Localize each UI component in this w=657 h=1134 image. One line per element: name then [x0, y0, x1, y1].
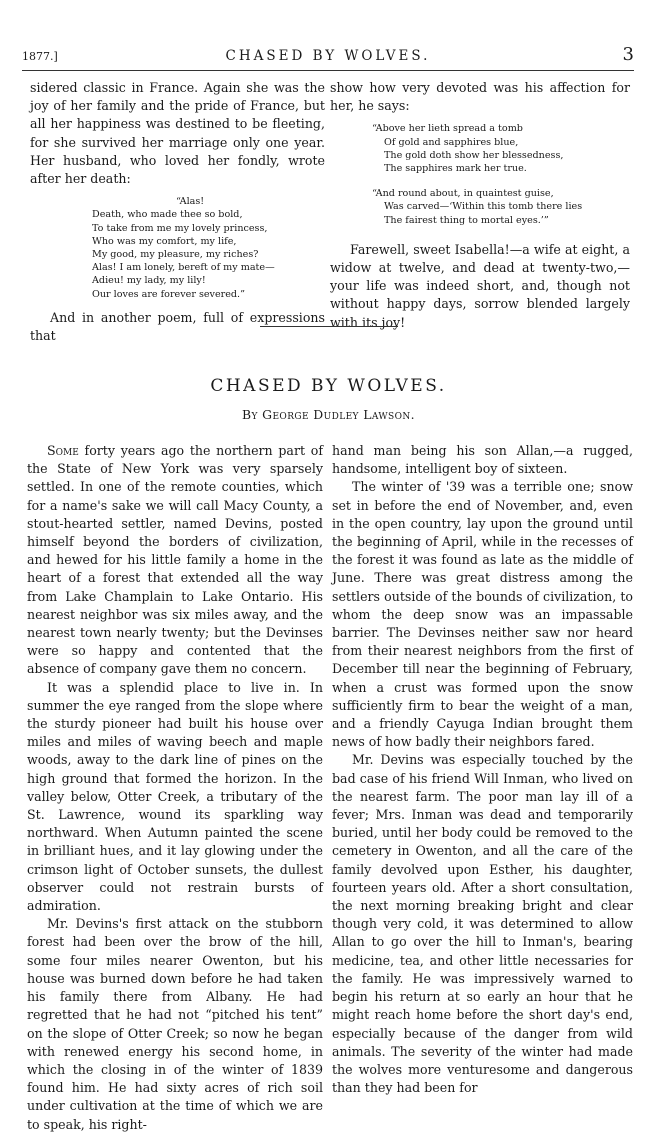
poem-tomb [330, 122, 630, 175]
article-left-column [27, 442, 323, 1134]
poem-line: The sapphires mark her true. [384, 163, 527, 175]
article-paragraph-3: Mr. Devins's first attack on the stubborn forest had been over the brow of the hill, some four miles nearer Owenton, but his house was burned down before he had taken his family there from Albany. He had regretted that he had not “pitched his tent” on the slope of Otter Creek; so now he began with renewed energy his second home, in which the closing in of the winter of 1839 found him. He had sixty acres of rich soil under cultivation at the time of which we are to speak, his right- [27, 916, 323, 1132]
article-title: CHASED BY WOLVES. [210, 376, 447, 396]
prev-paragraph-1: sidered classic in France. Again she was the joy of her family and the pride of France, but all her happiness was destined to be fleeting, for she survived her marriage only one year. Her husband, who loved her fondly, wrote after her death: [30, 80, 325, 187]
poem-line: Adieu! my lady, my lily! [92, 275, 206, 287]
poem-line: Death, who made thee so bold, [92, 209, 243, 221]
poem-line: To take from me my lovely princess, [92, 222, 268, 234]
section-separator [260, 326, 398, 327]
poem-line: My good, my pleasure, my riches? [92, 249, 259, 261]
poem-line: Alas! I am lonely, bereft of my mate— [92, 262, 275, 274]
article-paragraph-4: The winter of '39 was a terrible one; snow set in before the end of November, and, even in the open country, lay upon the ground until the beginning of April, while in the recesses of the forest it was found as late as the middle of June. There was great distress among the settlers outside of the bounds of civilization, to whom the deep snow was an impassable barrier. The Devinses neither saw nor heard from their nearest neighbors from the first of December till near the beginning of February, when a crust was formed upon the snow sufficiently firm to bear the weight of a man, and a friendly Cayuga Indian brought them news of how badly their neighbors fared. [332, 479, 633, 750]
paragraph-text: forty years ago the northern part of the State of New York was very sparsely settled. In one of the remote counties, which for a name's sake we will call Macy County, a stout-hearted settler, named Devins, posted himself beyond the borders of civilization, and hewed for his little family a home in the heart of a forest that extended all the way from Lake Champlain to Lake Ontario. His nearest neighbor was six miles away, and the nearest town nearly twenty; but the Devinses were so happy and contented that the absence of company gave them no concern. [27, 443, 323, 677]
prev-paragraph-3: show how very devoted was his affection for her, he says: [330, 80, 630, 114]
poem-line: “Alas! [176, 196, 205, 208]
lead-word: Some [47, 443, 79, 458]
article-paragraph-1 [27, 442, 323, 679]
article-right-column [332, 442, 633, 1097]
poem-line: Our loves are forever severed.” [92, 288, 246, 300]
poem-line: The fairest thing to mortal eyes.’” [384, 214, 549, 226]
article-paragraph-5: Mr. Devins was especially touched by the bad case of his friend Will Inman, who lived on the nearest farm. The poor man lay ill of a fever; Mrs. Inman was dead and temporarily buried, until her body could be removed to the cemetery in Owenton, and all the care of the family devolved upon Esther, his daughter, fourteen years old. After a short consultation, the next morning breaking bright and clear though very cold, it was determined to allow Allan to go over the hill to Inman's, bearing medicine, tea, and other little necessaries for the family. He was impressively warned to begin his return at so early an hour that he might reach home before the short day's end, especially because of the danger from wild animals. The severity of the winter had made the wolves more venturesome and dangerous than they had been for [332, 752, 633, 1096]
poem-lament [30, 195, 325, 301]
page-number: 3 [622, 44, 634, 65]
header-date: 1877.] [22, 50, 58, 63]
poem-carved [330, 187, 630, 227]
article-paragraph-3-continued: hand man being his son Allan,—a rugged, handsome, intelligent boy of sixteen. [332, 443, 633, 477]
poem-line: The gold doth show her blessedness, [384, 149, 564, 161]
header-rule [22, 70, 634, 71]
article-byline: By George Dudley Lawson. [241, 407, 416, 422]
prev-paragraph-2: And in another poem, full of expressions that [30, 309, 325, 344]
header-running-title: CHASED BY WOLVES. [225, 48, 431, 64]
poem-line: Of gold and sapphires blue, [384, 136, 519, 148]
poem-line: “And round about, in quaintest guise, [372, 188, 554, 200]
prev-article-left-column [30, 79, 325, 345]
prev-article-right-column [330, 79, 630, 332]
poem-line: Was carved—‘Within this tomb there lies [384, 201, 583, 213]
article-paragraph-2: It was a splendid place to live in. In summer the eye ranged from the slope where the sturdy pioneer had built his house over miles and miles of waving beech and maple woods, away to the dark line of pines on the high ground that formed the horizon. In the valley below, Otter Creek, a tributary of the St. Lawrence, wound its sparkling way northward. When Autumn painted the scene in brilliant hues, and it lay glowing under the crimson light of October sunsets, the dullest observer could not restrain bursts of admiration. [27, 679, 323, 914]
prev-paragraph-4: Farewell, sweet Isabella!—a wife at eight, a widow at twelve, and dead at twenty-two,—your life was indeed short, and, though not without happy days, sorrow blended largely with its joy! [330, 241, 630, 330]
poem-line: Who was my comfort, my life, [92, 235, 237, 247]
poem-line: “Above her lieth spread a tomb [372, 123, 523, 135]
running-header [22, 44, 634, 64]
